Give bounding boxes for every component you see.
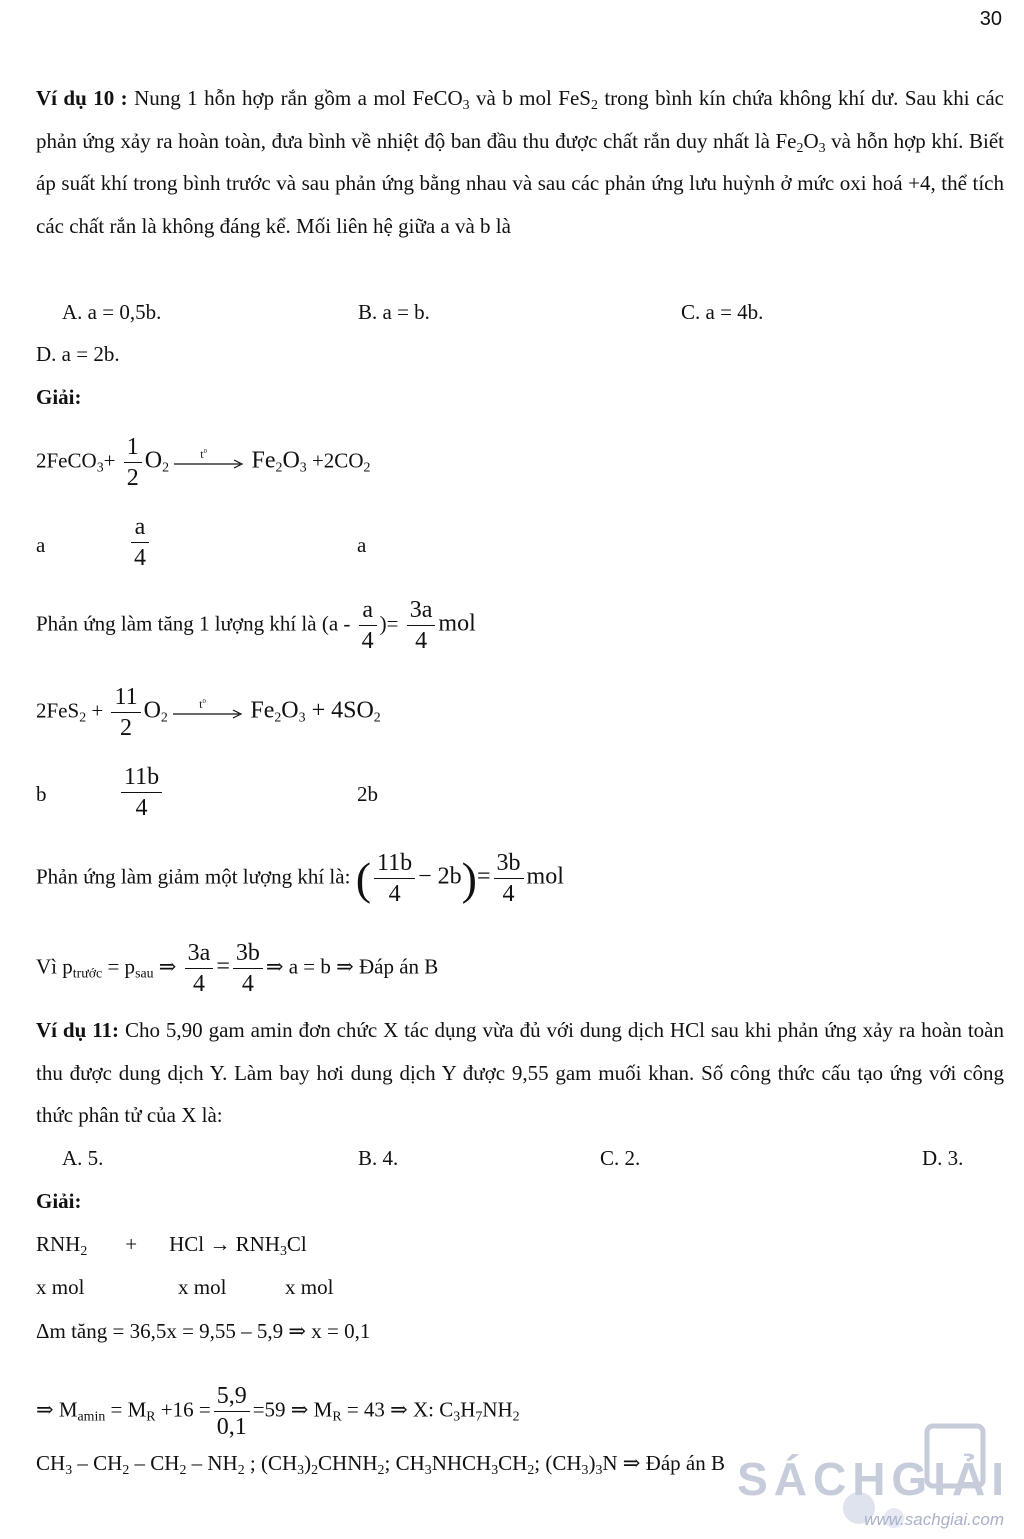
ex11-solution-label: Giải: (36, 1189, 82, 1213)
mass-increase-line: Δm tăng = 36,5x = 9,55 – 5,9 ⇒ x = 0,1 (36, 1319, 371, 1343)
mol-x-3: x mol (285, 1275, 334, 1299)
mol-b: b (36, 782, 47, 806)
ex10-solution-label: Giải: (36, 385, 82, 409)
example-11-label: Ví dụ 11: (36, 1018, 120, 1042)
gas-decrease-line: Phản ứng làm giảm một lượng khí là: ( $\frac{11b}{4}$ − 2b)= $\frac{3b}{4}$ mol (36, 850, 564, 908)
ex11-option-d: D. 3. (922, 1146, 964, 1170)
ex10-option-a: A. a = 0,5b. (62, 300, 162, 324)
example-11-question: Ví dụ 11: Cho 5,90 gam amin đơn chức X tác dụng vừa đủ với dung dịch HCl sau khi phản ứng xảy ra hoàn toàn thu được dung dịch Y. Làm bay hơi dung dịch Y được 9,55 gam muối khan. Số công thức cấu tạo ứng với công thức phân tử của X là: (36, 1018, 1004, 1127)
watermark-brand: SÁCHGIẢI (737, 1453, 1010, 1505)
fraction-eleven-halves: $\frac{11}{2}$ (111, 682, 140, 744)
amine-reaction-line: $RNH_2$ + HCl → $RNH_3Cl$ (36, 1232, 307, 1258)
reaction-arrow-icon: $t^0$ (174, 453, 246, 473)
ex10-option-d: D. a = 2b. (36, 342, 120, 366)
watermark-url: www.sachgiai.com (864, 1510, 1004, 1529)
ex11-option-b: B. 4. (358, 1146, 399, 1170)
mol-a-product: a (357, 533, 367, 557)
equation-1: 2FeCO$_3$+ $\frac{1}{2}$ $O_2$ $t^0$ $Fe_2O_3 +2CO_2$ (36, 432, 370, 494)
gas-increase-line: Phản ứng làm tăng 1 lượng khí là (a - $\frac{a}{4}$ )= $\frac{3a}{4}$ mol (36, 597, 476, 655)
pressure-conclusion-line: Vì $p_{trước} = p_{sau}$ ⇒ $\frac{3a}{4}$ = $\frac{3b}{4}$ ⇒ a = b ⇒ Đáp án B (36, 940, 439, 998)
equation-2: 2FeS$_2$ + $\frac{11}{2}$ $O_2$ $t^0$ $Fe_2O_3 + 4SO_2$ (36, 682, 381, 744)
example-10-label: Ví dụ 10 : (36, 86, 128, 110)
isomer-list-line: $CH_3 - CH_2 - CH_2 - NH_2$ ; $(CH_3)_2CHNH_2$; $CH_3NHCH_3CH_2$; $(CH_3)_3N$ ⇒ Đáp án B (36, 1451, 725, 1477)
mol-a: a (36, 533, 46, 557)
mol-x-2: x mol (178, 1275, 227, 1299)
mol-a-over-4: $\frac{a}{4}$ (128, 512, 152, 574)
mol-x-1: x mol (36, 1275, 85, 1299)
example-10-question: Ví dụ 10 : Nung 1 hỗn hợp rắn gồm a mol FeCO$_3$ và b mol FeS$_2$ trong bình kín chứa không khí dư. Sau khi các phản ứng xảy ra hoàn toàn, đưa bình về nhiệt độ ban đầu thu được chất rắn duy nhất là $Fe_2O_3$ và hỗn hợp khí. Biết áp suất khí trong bình trước và sau phản ứng bằng nhau và sau các phản ứng lưu huỳnh ở mức oxi hoá +4, thể tích các chất rắn là không đáng kể. Mối liên hệ giữa a và b là (36, 86, 1004, 238)
mol-11b-over-4: $\frac{11b}{4}$ (118, 762, 165, 824)
ex10-option-b: B. a = b. (358, 300, 430, 324)
ex11-option-c: C. 2. (600, 1146, 641, 1170)
ex11-option-a: A. 5. (62, 1146, 104, 1170)
mol-2b: 2b (357, 782, 378, 806)
molar-mass-line: ⇒ $M_{amin} = M_R +16$ = $\frac{5,9}{0,1}$ =59 ⇒ $M_R = 43$ ⇒ X: $C_3H_7NH_2$ (36, 1383, 520, 1441)
reaction-arrow-icon: $t^0$ (173, 703, 245, 723)
ex10-option-c: C. a = 4b. (681, 300, 764, 324)
page-number: 30 (979, 8, 1002, 30)
fraction-one-half: $\frac{1}{2}$ (124, 432, 142, 494)
